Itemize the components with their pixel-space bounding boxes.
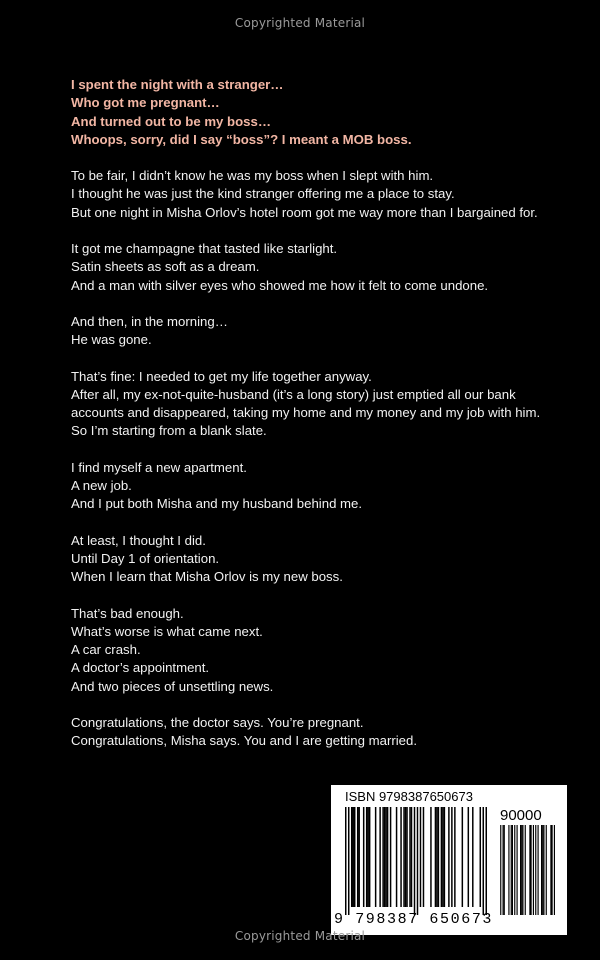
barcode-bar: [538, 825, 539, 915]
paragraph-line: Until Day 1 of orientation.: [71, 550, 220, 566]
barcode-bar: [533, 825, 534, 915]
barcode-bar: [367, 807, 368, 907]
back-cover-blurb: [71, 76, 571, 751]
paragraph: [71, 240, 571, 295]
barcode-bar: [541, 825, 542, 915]
barcode-bar: [379, 807, 380, 907]
barcode-bar: [411, 807, 412, 907]
paragraph-line: A doctor’s appointment.: [71, 660, 210, 676]
paragraph-line: And then, in the morning…: [71, 313, 228, 329]
isbn-label: ISBN 9798387650673: [345, 789, 473, 804]
barcode-bar: [512, 825, 513, 915]
barcode-bar: [400, 807, 401, 907]
barcode-bar: [504, 825, 505, 915]
barcode-bar: [442, 807, 443, 907]
paragraph: [71, 605, 571, 696]
barcode-bar: [542, 825, 543, 915]
barcode-bar: [405, 807, 406, 907]
barcode-bar: [520, 825, 521, 915]
barcode-bar: [462, 807, 463, 907]
paragraph-line: To be fair, I didn’t know he was my boss when I slept with him.: [71, 168, 434, 184]
barcode-bar: [552, 825, 553, 915]
barcode-bar: [525, 825, 526, 915]
barcode-bar: [441, 807, 442, 907]
barcode-bar: [369, 807, 370, 907]
paragraph-line: And two pieces of unsettling news.: [71, 678, 274, 694]
barcode-bar: [375, 807, 376, 907]
barcode-bar: [354, 807, 355, 907]
paragraph-line: Satin sheets as soft as a dream.: [71, 259, 260, 275]
barcode-bar: [385, 807, 386, 907]
barcode-bar: [352, 807, 353, 907]
barcode-bar: [396, 807, 397, 907]
barcode-bar: [543, 825, 544, 915]
paragraph: [71, 459, 571, 514]
barcode-bar: [529, 825, 530, 915]
barcode-bar: [511, 825, 512, 915]
hook-line: Who got me pregnant…: [71, 95, 220, 111]
paragraph: [71, 714, 571, 751]
barcode-bar: [357, 807, 358, 907]
barcode-bar: [451, 807, 452, 907]
paragraph-line: I thought he was just the kind stranger offering me a place to stay.: [71, 186, 455, 202]
hook-line: And turned out to be my boss…: [71, 113, 272, 129]
watermark-bottom: Copyrighted Material: [234, 929, 366, 943]
barcode-bar: [423, 807, 424, 907]
barcode-bar: [517, 825, 518, 915]
paragraph-line: But one night in Misha Orlov’s hotel room got me way more than I bargained for.: [71, 204, 538, 220]
paragraph-line: Congratulations, Misha says. You and I are getting married.: [71, 733, 418, 749]
paragraph-line: And a man with silver eyes who showed me how it felt to come undone.: [71, 277, 489, 293]
paragraph-line: That’s fine: I needed to get my life together anyway.: [71, 368, 372, 384]
barcode-bar: [468, 807, 469, 907]
watermark-top: Copyrighted Material: [234, 16, 366, 30]
paragraph-line: A car crash.: [71, 642, 141, 658]
isbn-barcode-box: [331, 785, 567, 935]
barcode-bar: [521, 825, 522, 915]
barcode-bar: [417, 807, 418, 915]
paragraph-line: Congratulations, the doctor says. You’re pregnant.: [71, 715, 364, 731]
paragraph: [71, 313, 571, 350]
barcode-bar: [348, 807, 349, 915]
barcode-bar: [483, 807, 484, 915]
barcode-bar: [363, 807, 364, 907]
barcode-bar: [531, 825, 532, 915]
barcode-bar: [546, 825, 547, 915]
barcode-bar: [390, 807, 391, 907]
barcode-bar: [486, 807, 487, 915]
hook-line: I spent the night with a stranger…: [71, 77, 284, 92]
barcode-bar: [448, 807, 449, 907]
barcode-bar: [384, 807, 385, 907]
barcode-bar: [535, 825, 536, 915]
barcode-bar: [406, 807, 407, 907]
barcode-bar: [472, 807, 473, 907]
barcode-bar: [403, 807, 404, 907]
hook-block: [71, 76, 571, 149]
barcode-bar: [500, 825, 501, 915]
barcode-bar: [345, 807, 346, 915]
paragraph: [71, 532, 571, 587]
paragraph-line: What’s worse is what came next.: [71, 623, 263, 639]
paragraph-line: I find myself a new apartment.: [71, 459, 247, 475]
barcode-bar: [436, 807, 437, 907]
barcode-bar: [554, 825, 555, 915]
barcode-bar: [514, 825, 515, 915]
paragraph-line: After all, my ex-not-quite-husband (it’s a long story) just emptied all our bank accounts and disappeared, taking my home and my money and my job with him.: [71, 386, 541, 421]
paragraph-line: That’s bad enough.: [71, 605, 184, 621]
paragraph: [71, 368, 571, 441]
paragraph-line: It got me champagne that tasted like starlight.: [71, 241, 338, 257]
barcode-bar: [522, 825, 523, 915]
barcode-bar: [387, 807, 388, 907]
barcode-bar: [358, 807, 359, 907]
barcode-bar: [420, 807, 421, 907]
hook-line: Whoops, sorry, did I say “boss”? I meant a MOB boss.: [71, 131, 412, 147]
barcode-bar: [366, 807, 367, 907]
ean13-barcode: [345, 807, 487, 915]
barcode-bar: [438, 807, 439, 907]
paragraph-line: He was gone.: [71, 332, 152, 348]
barcode-bar: [550, 825, 551, 915]
barcode-bar: [508, 825, 509, 915]
paragraph-line: A new job.: [71, 478, 132, 494]
barcode-bar: [351, 807, 352, 907]
barcode-bar: [454, 807, 455, 907]
paragraph-line: And I put both Misha and my husband behind me.: [71, 496, 363, 512]
barcode-bar: [503, 825, 504, 915]
paragraph-line: When I learn that Misha Orlov is my new boss.: [71, 569, 343, 585]
barcode-bar: [414, 807, 415, 915]
barcode-digits: 9 798387 650673: [334, 911, 494, 928]
barcode-bar: [435, 807, 436, 907]
barcode-bar: [409, 807, 410, 907]
paragraph-line: At least, I thought I did.: [71, 532, 206, 548]
paragraph-line: So I’m starting from a blank slate.: [71, 423, 267, 439]
barcode-bar: [382, 807, 383, 907]
price-code: 90000: [500, 807, 542, 824]
addon-barcode: [499, 825, 555, 915]
barcode-bar: [444, 807, 445, 907]
paragraph: [71, 167, 571, 222]
barcode-bar: [430, 807, 431, 907]
barcode-bar: [480, 807, 481, 907]
